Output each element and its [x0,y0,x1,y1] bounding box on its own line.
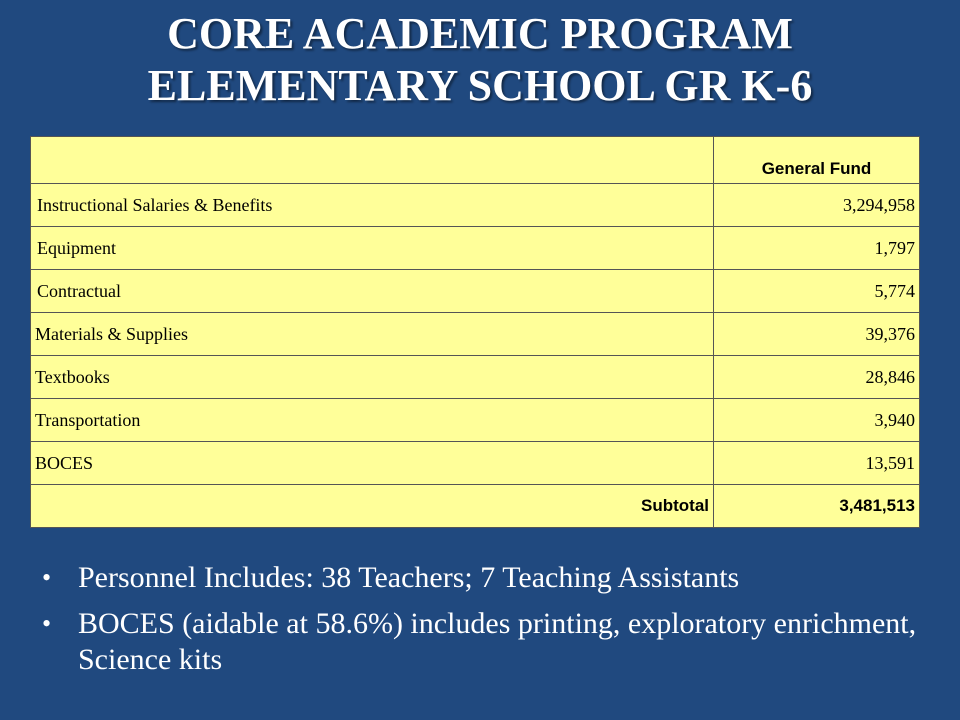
title-line-1: CORE ACADEMIC PROGRAM [167,9,793,58]
row-label: Transportation [31,399,714,442]
subtotal-value: 3,481,513 [714,485,920,528]
row-value: 13,591 [714,442,920,485]
table-row [31,184,920,227]
row-value: 1,797 [714,227,920,270]
bullet-dot-icon: • [42,609,52,638]
bullet-text: Personnel Includes: 38 Teachers; 7 Teaching Assistants [78,561,740,594]
table-row [31,399,920,442]
bullet-item [40,606,930,678]
table-row [31,356,920,399]
row-label: Contractual [31,270,714,313]
row-value: 28,846 [714,356,920,399]
bullet-dot-icon: • [42,563,52,592]
table-row [31,270,920,313]
row-label: Materials & Supplies [31,313,714,356]
row-label: Textbooks [31,356,714,399]
row-value: 39,376 [714,313,920,356]
budget-table [30,136,920,528]
subtotal-label: Subtotal [31,485,714,528]
row-label: BOCES [31,442,714,485]
row-label: Instructional Salaries & Benefits [31,184,714,227]
bullet-text: BOCES (aidable at 58.6%) includes printing, exploratory enrichment, Science kits [78,607,917,676]
row-value: 5,774 [714,270,920,313]
bullet-list [40,560,930,688]
bullet-item [40,560,930,596]
row-value: 3,940 [714,399,920,442]
table-row [31,227,920,270]
row-label: Equipment [31,227,714,270]
slide-title [0,8,960,112]
table-header-row [31,137,920,184]
column-header-general-fund: General Fund [714,137,920,184]
subtotal-row [31,485,920,528]
header-blank-cell [31,137,714,184]
title-line-2: ELEMENTARY SCHOOL GR K-6 [147,61,813,110]
table-row [31,313,920,356]
row-value: 3,294,958 [714,184,920,227]
table-row [31,442,920,485]
